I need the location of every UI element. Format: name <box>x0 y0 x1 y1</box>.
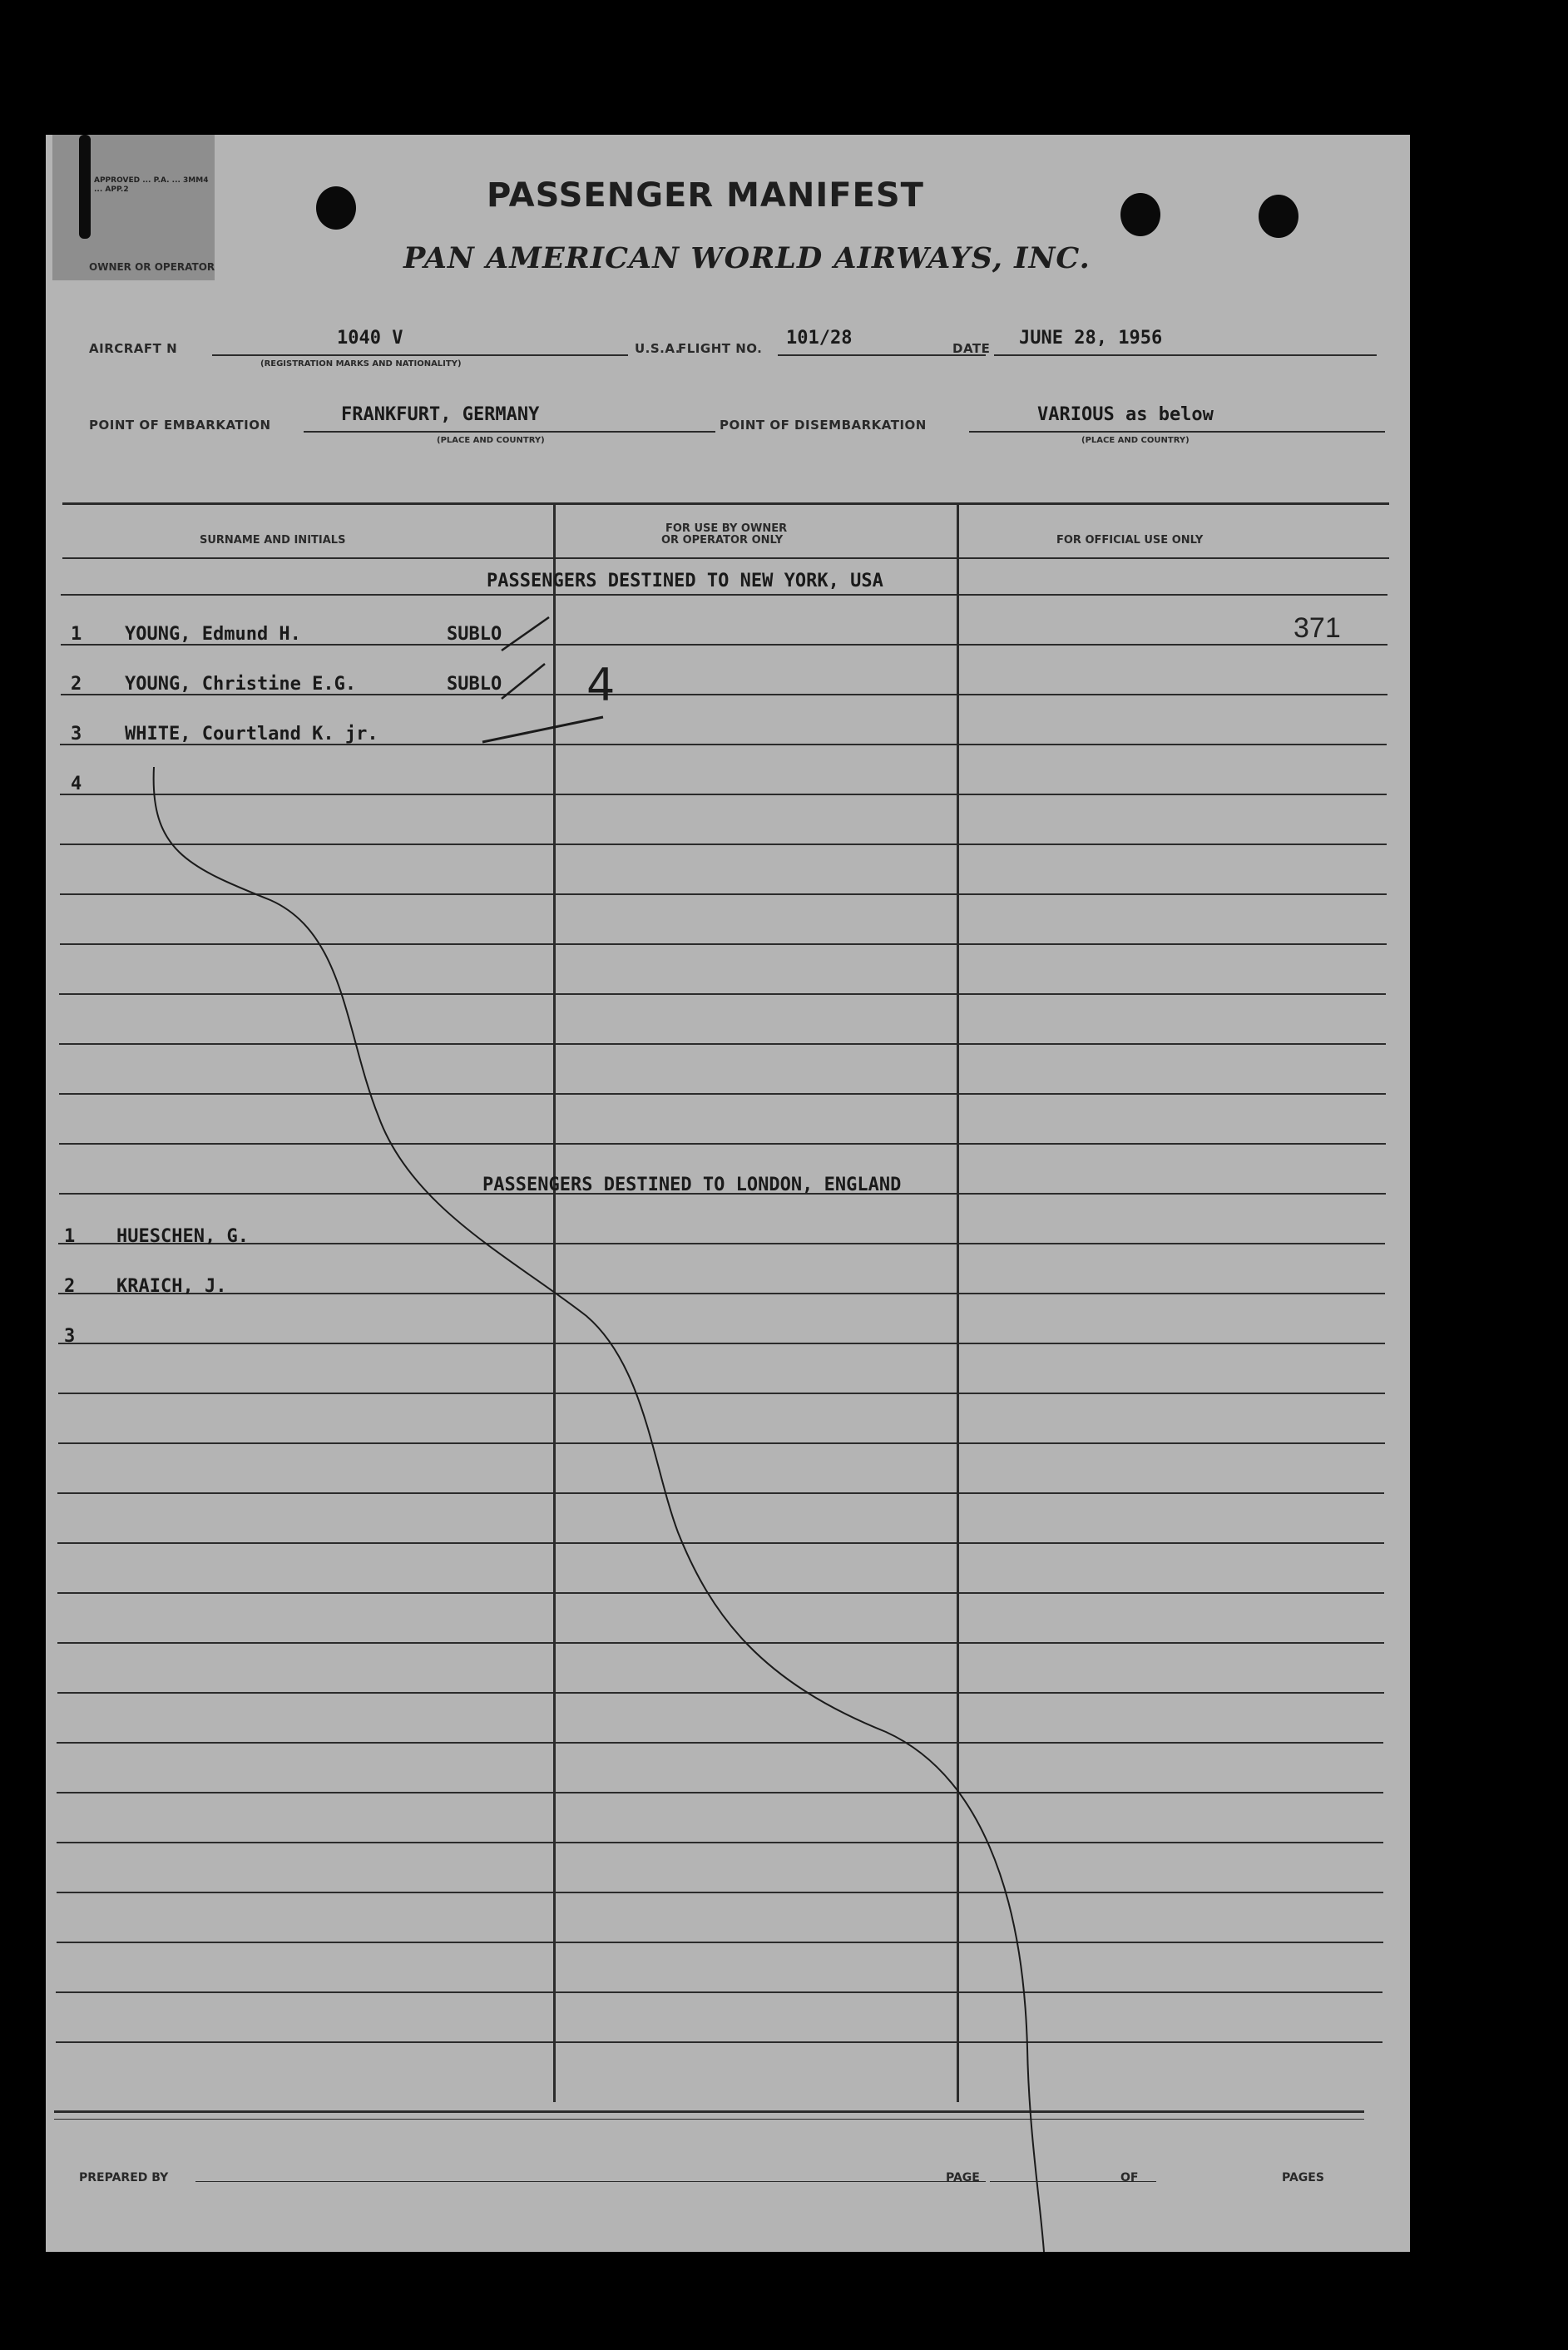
flight-label: FLIGHT NO. <box>678 341 763 356</box>
prepared-by-line <box>195 2181 986 2182</box>
official-number: 371 <box>1293 612 1341 644</box>
page-label: PAGE <box>946 2171 980 2184</box>
of-label: OF <box>1120 2171 1139 2184</box>
disembarkation-sublabel: (PLACE AND COUNTRY) <box>1081 436 1190 445</box>
col-header-owner-use-2: OR OPERATOR ONLY <box>661 534 784 547</box>
embarkation-sublabel: (PLACE AND COUNTRY) <box>437 436 545 445</box>
row-number: 3 <box>71 724 82 745</box>
curve-line <box>154 767 1044 2252</box>
passenger-code: SUBLO <box>447 624 502 645</box>
embarkation-value: FRANKFURT, GERMANY <box>341 404 540 425</box>
aircraft-label: AIRCRAFT N <box>89 341 178 356</box>
aircraft-sublabel: (REGISTRATION MARKS AND NATIONALITY) <box>260 359 462 369</box>
usa-label: U.S.A. <box>635 341 680 356</box>
passenger-name: YOUNG, Christine E.G. <box>125 674 357 695</box>
handwritten-marks <box>46 135 1410 2252</box>
page-title: PASSENGER MANIFEST <box>487 176 924 215</box>
row-number: 2 <box>64 1276 76 1297</box>
form-approval-text: APPROVED ... P.A. ... 3MM4 ... APP.2 <box>94 176 209 194</box>
section-heading-london: PASSENGERS DESTINED TO LONDON, ENGLAND <box>482 1175 902 1195</box>
section-heading-new-york: PASSENGERS DESTINED TO NEW YORK, USA <box>487 571 883 591</box>
passenger-name: WHITE, Courtland K. jr. <box>125 724 378 745</box>
col-header-owner-use-1: FOR USE BY OWNER <box>665 522 788 535</box>
passenger-name: KRAICH, J. <box>116 1276 227 1297</box>
owner-operator-label: OWNER OR OPERATOR <box>89 261 215 273</box>
date-label: DATE <box>952 341 991 356</box>
prepared-by-label: PREPARED BY <box>79 2171 169 2184</box>
handwritten-four: 4 <box>586 659 616 711</box>
row-number: 3 <box>64 1326 76 1347</box>
aircraft-value: 1040 V <box>337 328 403 349</box>
row-number: 4 <box>71 774 82 794</box>
row-number: 1 <box>71 624 82 645</box>
row-number: 1 <box>64 1226 76 1247</box>
check-stroke-1 <box>502 617 549 651</box>
passenger-name: HUESCHEN, G. <box>116 1226 249 1247</box>
date-value: JUNE 28, 1956 <box>1019 328 1163 349</box>
passenger-code: SUBLO <box>447 674 502 695</box>
manifest-sheet <box>46 135 1410 2252</box>
airline-name: PAN AMERICAN WORLD AIRWAYS, INC. <box>403 241 1091 275</box>
col-header-surname: SURNAME AND INITIALS <box>200 534 346 547</box>
row-number: 2 <box>71 674 82 695</box>
passenger-name: YOUNG, Edmund H. <box>125 624 301 645</box>
disembarkation-label: POINT OF DISEMBARKATION <box>720 418 927 433</box>
disembarkation-value: VARIOUS as below <box>1037 404 1214 425</box>
dash-stroke-3 <box>482 717 603 742</box>
embarkation-label: POINT OF EMBARKATION <box>89 418 271 433</box>
pages-label: PAGES <box>1282 2171 1324 2184</box>
col-header-official: FOR OFFICIAL USE ONLY <box>1056 534 1204 547</box>
check-stroke-2 <box>502 664 545 699</box>
flight-value: 101/28 <box>786 328 853 349</box>
